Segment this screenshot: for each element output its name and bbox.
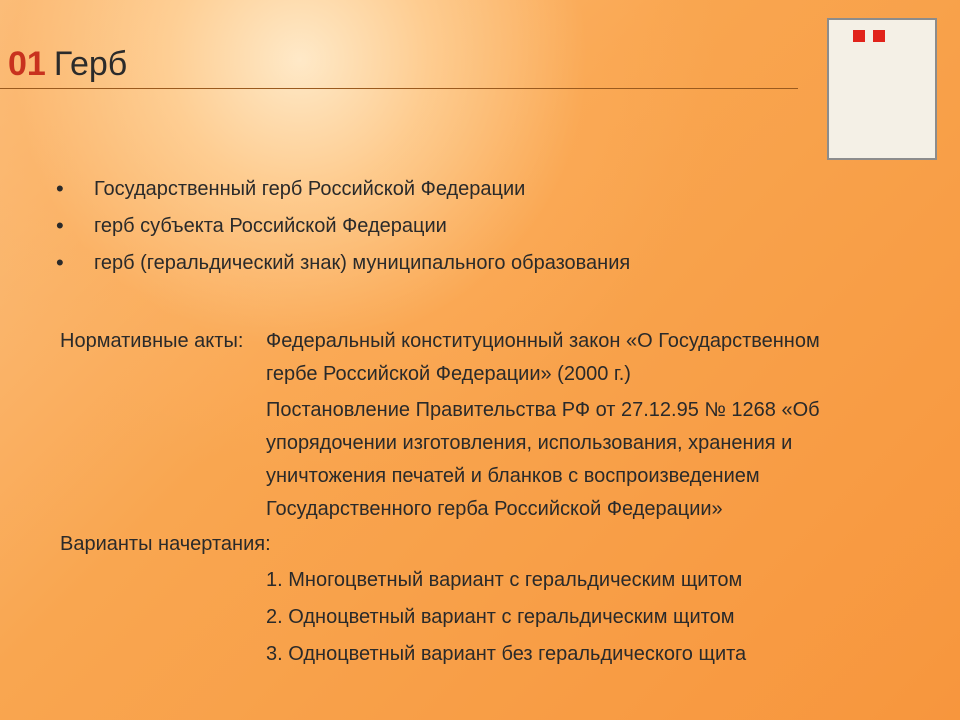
emblem-placeholder-icon: [827, 18, 937, 160]
list-item-text: Государственный герб Российской Федерации: [94, 178, 526, 200]
variants-list: [266, 564, 746, 675]
bullet-dot-icon: •: [56, 176, 64, 201]
bullet-dot-icon: •: [56, 250, 64, 275]
list-item-text: герб (геральдический знак) муниципального образования: [94, 252, 631, 274]
list-item-text: герб субъекта Российской Федерации: [94, 215, 447, 237]
slide-title: [8, 44, 127, 84]
emblem-types-list: [56, 176, 630, 287]
variant-item: 2. Одноцветный вариант с геральдическим щитом: [266, 606, 735, 628]
slide-title-text: Герб: [53, 45, 128, 83]
normative-act-line: Федеральный конституционный закон «О Государственном: [266, 330, 820, 352]
variants-label: Варианты начертания:: [60, 533, 271, 555]
emblem-square-right: [873, 30, 885, 42]
slide-title-number: 01: [8, 45, 46, 83]
normative-act-line: Государственного герба Российской Федерации»: [266, 498, 723, 520]
normative-acts-label: Нормативные акты:: [60, 330, 244, 352]
normative-act-line: Постановление Правительства РФ от 27.12.95 № 1268 «Об: [266, 399, 820, 421]
list-item: [56, 213, 630, 250]
bullet-dot-icon: •: [56, 213, 64, 238]
variant-item: 3. Одноцветный вариант без геральдического щита: [266, 643, 747, 665]
list-item: [56, 250, 630, 287]
variant-item: 1. Многоцветный вариант с геральдическим щитом: [266, 569, 743, 591]
normative-act: [266, 394, 820, 526]
normative-act: [266, 325, 820, 391]
normative-act-line: уничтожения печатей и бланков с воспроизведением: [266, 465, 760, 487]
title-divider: [0, 88, 798, 89]
list-item: [56, 176, 630, 213]
emblem-square-left: [853, 30, 865, 42]
normative-act-line: упорядочении изготовления, использования, хранения и: [266, 432, 793, 454]
normative-act-line: гербе Российской Федерации» (2000 г.): [266, 363, 631, 385]
